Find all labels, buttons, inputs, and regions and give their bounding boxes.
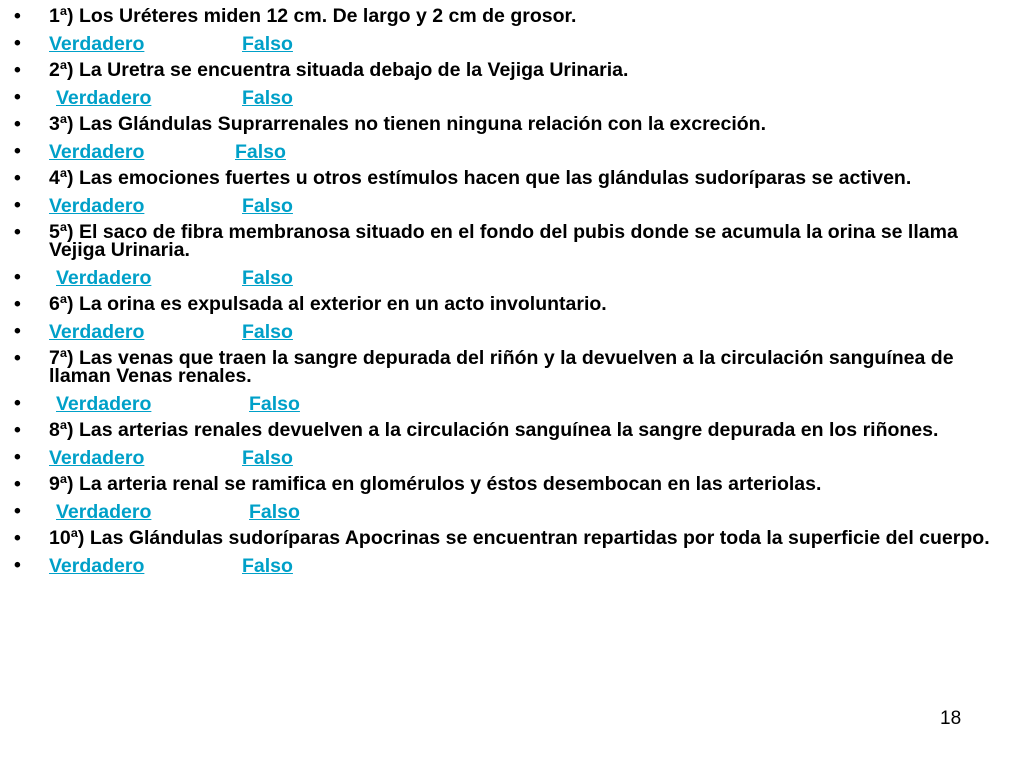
verdadero-link[interactable]: Verdadero: [49, 555, 145, 577]
falso-link[interactable]: Falso: [242, 447, 293, 469]
verdadero-link[interactable]: Verdadero: [49, 141, 145, 163]
bullet: •: [14, 347, 21, 369]
question-text: 2ª) La Uretra se encuentra situada debajo de la Vejiga Urinaria.: [49, 59, 629, 81]
bullet: •: [14, 473, 21, 495]
falso-link[interactable]: Falso: [242, 321, 293, 343]
bullet: •: [14, 446, 21, 468]
bullet: •: [14, 320, 21, 342]
bullet: •: [14, 59, 21, 81]
question-10: [14, 525, 1016, 552]
verdadero-link[interactable]: Verdadero: [56, 87, 152, 109]
falso-link[interactable]: Falso: [242, 195, 293, 217]
verdadero-link[interactable]: Verdadero: [56, 501, 152, 523]
bullet: •: [14, 221, 21, 243]
answer-row-7: [14, 390, 1016, 417]
answer-row-5: [14, 264, 1016, 291]
verdadero-link[interactable]: Verdadero: [49, 447, 145, 469]
question-text: 6ª) La orina es expulsada al exterior en un acto involuntario.: [49, 293, 607, 315]
question-1: [14, 3, 1016, 30]
bullet: •: [14, 392, 21, 414]
answer-row-2: [14, 84, 1016, 111]
answer-row-8: [14, 444, 1016, 471]
question-8: [14, 417, 1016, 444]
bullet: •: [14, 113, 21, 135]
question-text: 1ª) Los Uréteres miden 12 cm. De largo y 2 cm de grosor.: [49, 5, 577, 27]
bullet: •: [14, 5, 21, 27]
bullet: •: [14, 32, 21, 54]
question-2: [14, 57, 1016, 84]
falso-link[interactable]: Falso: [235, 141, 286, 163]
bullet: •: [14, 140, 21, 162]
bullet: •: [14, 266, 21, 288]
question-text: 7ª) Las venas que traen la sangre depurada del riñón y la devuelven a la circulación sanguínea de llaman Venas renales.: [49, 347, 954, 387]
page-number: 18: [940, 708, 962, 729]
verdadero-link[interactable]: Verdadero: [49, 321, 145, 343]
question-text: 3ª) Las Glándulas Suprarrenales no tienen ninguna relación con la excreción.: [49, 113, 767, 135]
bullet: •: [14, 293, 21, 315]
question-text: 4ª) Las emociones fuertes u otros estímulos hacen que las glándulas sudoríparas se activen.: [49, 167, 912, 189]
question-4: [14, 165, 1016, 192]
falso-link[interactable]: Falso: [242, 267, 293, 289]
verdadero-link[interactable]: Verdadero: [56, 393, 152, 415]
question-9: [14, 471, 1016, 498]
question-text: 9ª) La arteria renal se ramifica en glomérulos y éstos desembocan en las arteriolas.: [49, 473, 822, 495]
bullet: •: [14, 527, 21, 549]
verdadero-link[interactable]: Verdadero: [56, 267, 152, 289]
answer-row-9: [14, 498, 1016, 525]
falso-link[interactable]: Falso: [242, 33, 293, 55]
question-6: [14, 291, 1016, 318]
bullet: •: [14, 554, 21, 576]
answer-row-10: [14, 552, 1016, 579]
question-text: 5ª) El saco de fibra membranosa situado en el fondo del pubis donde se acumula la orina se llama Vejiga Urinaria.: [49, 221, 958, 261]
bullet: •: [14, 419, 21, 441]
answer-row-4: [14, 192, 1016, 219]
bullet: •: [14, 194, 21, 216]
falso-link[interactable]: Falso: [249, 501, 300, 523]
verdadero-link[interactable]: Verdadero: [49, 33, 145, 55]
falso-link[interactable]: Falso: [242, 555, 293, 577]
bullet: •: [14, 86, 21, 108]
question-text: 10ª) Las Glándulas sudoríparas Apocrinas se encuentran repartidas por toda la superficie del cuerpo.: [49, 527, 990, 549]
question-text: 8ª) Las arterias renales devuelven a la circulación sanguínea la sangre depurada en los riñones.: [49, 419, 939, 441]
falso-link[interactable]: Falso: [249, 393, 300, 415]
answer-row-1: [14, 30, 1016, 57]
bullet: •: [14, 500, 21, 522]
question-7: [14, 345, 1016, 390]
question-3: [14, 111, 1016, 138]
falso-link[interactable]: Falso: [242, 87, 293, 109]
answer-row-3: [14, 138, 1016, 165]
bullet: •: [14, 167, 21, 189]
question-5: [14, 219, 1016, 264]
verdadero-link[interactable]: Verdadero: [49, 195, 145, 217]
answer-row-6: [14, 318, 1016, 345]
question-list: [14, 3, 1016, 579]
